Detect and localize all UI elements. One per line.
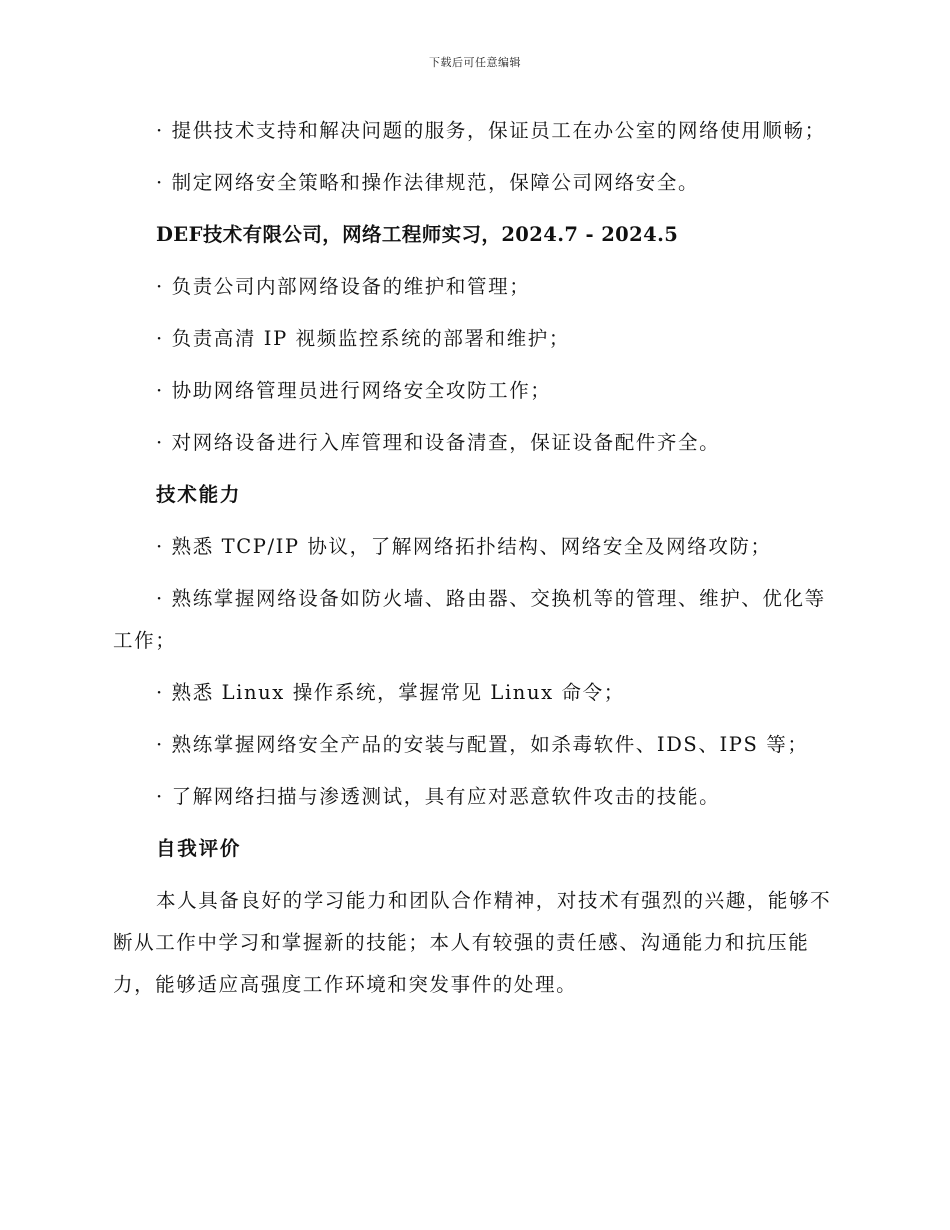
bullet-tech-support: · 提供技术支持和解决问题的服务，保证员工在办公室的网络使用顺畅； xyxy=(156,119,826,142)
bullet-ip-video: · 负责高清 IP 视频监控系统的部署和维护； xyxy=(156,327,570,350)
bullet-tcpip: · 熟悉 TCP/IP 协议，了解网络拓扑结构、网络安全及网络攻防； xyxy=(156,535,772,558)
document-body xyxy=(113,110,833,1016)
bullet-security-assist: · 协助网络管理员进行网络安全攻防工作； xyxy=(156,379,552,402)
bullet-security-policy: · 制定网络安全策略和操作法律规范，保障公司网络安全。 xyxy=(156,171,700,194)
bullet-device-maintenance: · 负责公司内部网络设备的维护和管理； xyxy=(156,275,531,298)
section-heading-self-eval: 自我评价 xyxy=(156,837,242,860)
bullet-inventory: · 对网络设备进行入库管理和设备清查，保证设备配件齐全。 xyxy=(156,431,721,454)
bullet-pentest: · 了解网络扫描与渗透测试，具有应对恶意软件攻击的技能。 xyxy=(156,785,721,808)
job-heading-def: DEF技术有限公司，网络工程师实习，2024.7 - 2024.5 xyxy=(156,223,679,246)
bullet-network-devices: · 熟练掌握网络设备如防火墙、路由器、交换机等的管理、维护、优化等工作； xyxy=(113,587,826,652)
section-heading-skills: 技术能力 xyxy=(156,483,242,506)
page-header: 下载后可任意编辑 xyxy=(429,56,521,69)
bullet-security-products: · 熟练掌握网络安全产品的安装与配置，如杀毒软件、IDS、IPS 等； xyxy=(156,733,809,756)
self-evaluation-paragraph: 本人具备良好的学习能力和团队合作精神，对技术有强烈的兴趣，能够不断从工作中学习和掌握新的技能；本人有较强的责任感、沟通能力和抗压能力，能够适应高强度工作环境和突发事件的处理。 xyxy=(113,889,832,996)
bullet-linux: · 熟悉 Linux 操作系统，掌握常见 Linux 命令； xyxy=(156,681,625,704)
